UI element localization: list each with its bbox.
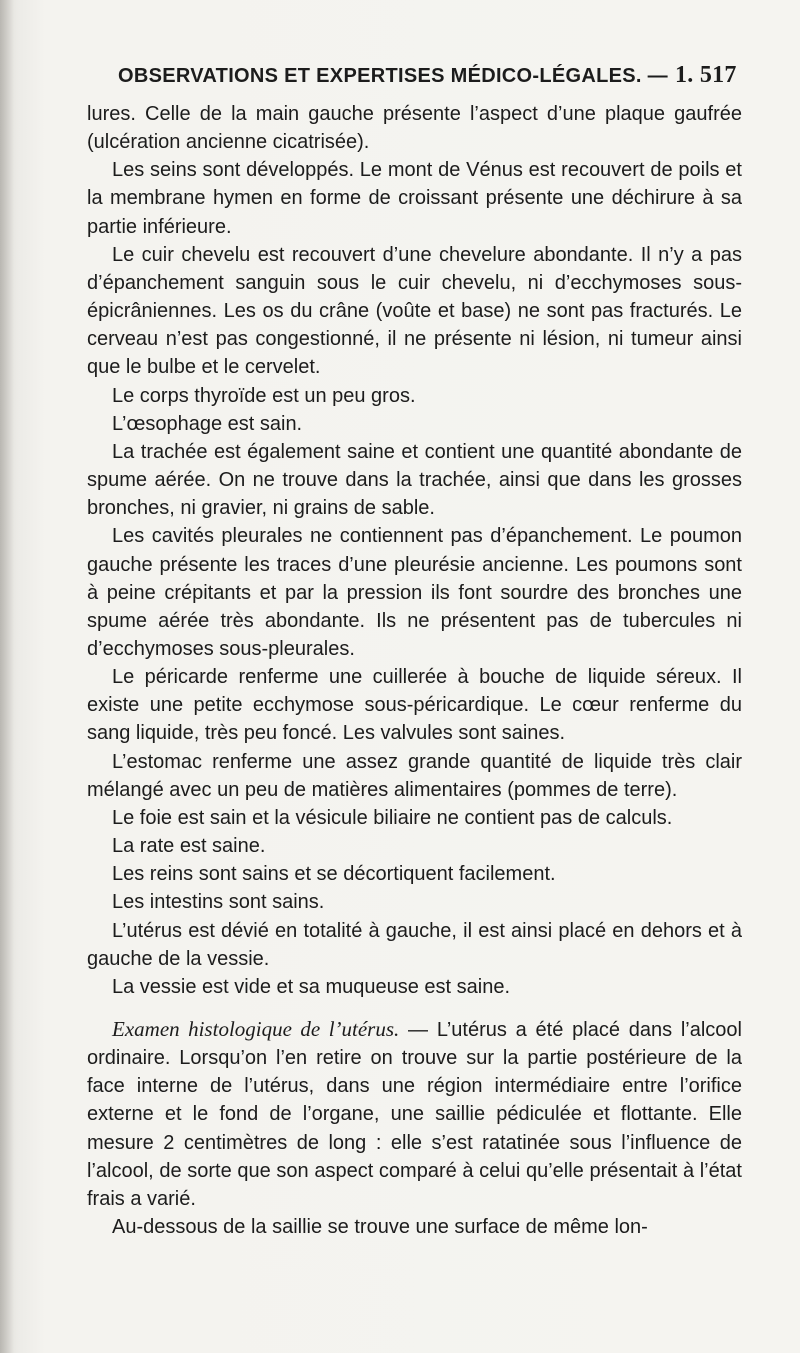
paragraph: L’estomac renferme une assez grande quantité de liquide très clair mélangé avec un peu de matières alimentaires (pommes de terre). <box>87 750 742 801</box>
paragraph: L’utérus est dévié en totalité à gauche, il est ainsi placé en dehors et à gauche de la vessie. <box>87 919 742 970</box>
page-gutter-shadow <box>0 0 14 1353</box>
body-text <box>87 100 742 1241</box>
paragraph: Au-dessous de la saillie se trouve une surface de même lon- <box>112 1216 648 1239</box>
paragraph: Les cavités pleurales ne contiennent pas d’épanchement. Le poumon gauche présente les traces d’une pleurésie ancienne. Les poumons sont à peine crépitants et par la pression ils font sourdre des bronches une spume aérée très abondante. Ils ne présentent pas de tubercules ni d’ecchymoses sous-pleurales. <box>87 525 742 660</box>
paragraph: La vessie est vide et sa muqueuse est saine. <box>112 975 511 998</box>
paragraph: La trachée est également saine et contient une quantité abondante de spume aérée. On ne trouve dans la trachée, ainsi que dans les grosses bronches, ni gravier, ni grains de sable. <box>87 440 742 520</box>
paragraph: Les intestins sont sains. <box>112 891 325 914</box>
paragraph: Le foie est sain et la vésicule biliaire ne contient pas de calculs. <box>112 806 673 829</box>
paragraph: Le corps thyroïde est un peu gros. <box>112 384 416 407</box>
paragraph: Le péricarde renferme une cuillerée à bouche de liquide séreux. Il existe une petite ecchymose sous-péricardique. Le cœur renferme du sang liquide, très peu foncé. Les valvules sont saines. <box>87 666 742 745</box>
paragraph: Le cuir chevelu est recouvert d’une chevelure abondante. Il n’y a pas d’épanchement sanguin sous le cuir chevelu, ni d’ecchymoses sous-épicrâniennes. Les os du crâne (voûte et base) ne sont pas fracturés. Le cerveau n’est pas congestionné, il ne présente ni lésion, ni tumeur ainsi que le bulbe et le cervelet. <box>87 243 742 379</box>
paragraph: L’œsophage est sain. <box>112 412 303 435</box>
histology-heading: Examen histologique de l’utérus. <box>112 1017 400 1041</box>
paragraph: Les seins sont développés. Le mont de Vénus est recouvert de poils et la membrane hymen en forme de croissant présente une déchirure à sa partie inférieure. <box>87 159 742 238</box>
paragraph: Les reins sont sains et se décortiquent facilement. <box>112 863 556 886</box>
paragraph: lures. Celle de la main gauche présente l’aspect d’une plaque gaufrée (ulcération ancienne cicatrisée). <box>87 103 742 154</box>
paragraph: La rate est saine. <box>112 835 266 858</box>
histology-paragraph <box>87 1015 742 1213</box>
running-header <box>118 62 738 89</box>
histology-text: — L’utérus a été placé dans l’alcool ordinaire. Lorsqu’on l’en retire on trouve sur la partie postérieure de la face interne de l’utérus, dans une région intermédiaire entre l’orifice externe et le fond de l’organe, une saillie pédiculée et flottante. Elle mesure 2 centimètres de long : elle s’est ratatinée sous l’influence de l’alcool, de sorte que son aspect comparé à celui qu’elle présentait à l’état frais a varié. <box>87 1019 742 1210</box>
header-title: OBSERVATIONS ET EXPERTISES MÉDICO-LÉGALES. — <box>118 65 668 87</box>
page-number: 1. 517 <box>674 62 737 88</box>
